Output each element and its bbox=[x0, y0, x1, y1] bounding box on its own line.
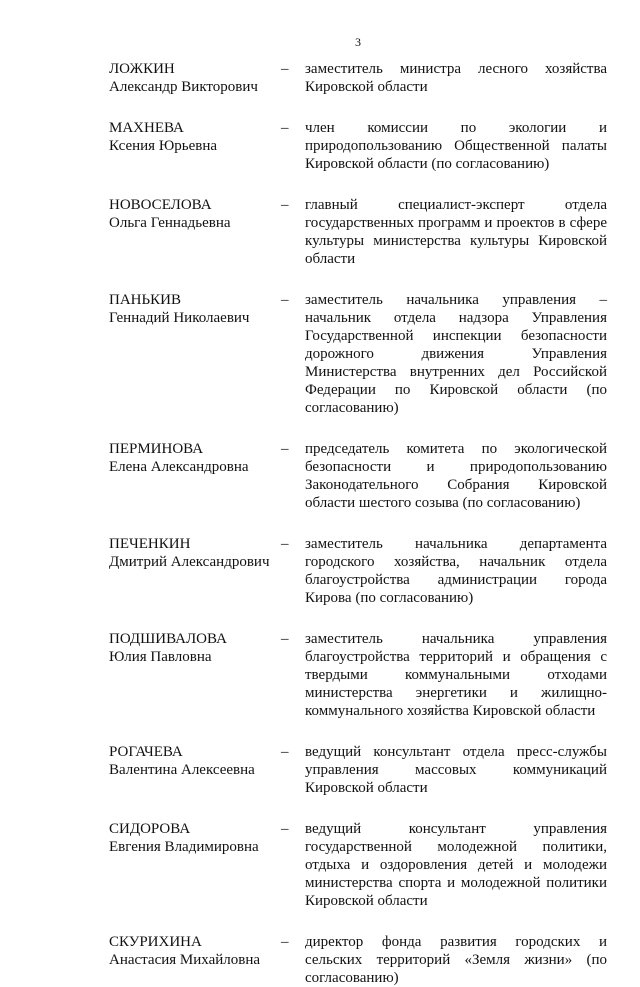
role-description: директор фонда развития городских и сельских территорий «Земля жизни» (по согласованию) bbox=[305, 934, 607, 986]
person-name bbox=[109, 60, 281, 96]
surname: ЛОЖКИН bbox=[109, 61, 175, 77]
person-name bbox=[109, 196, 281, 232]
list-item bbox=[109, 933, 609, 987]
person-name bbox=[109, 743, 281, 779]
person-name bbox=[109, 291, 281, 327]
page-number: 3 bbox=[355, 35, 361, 49]
given-names: Александр Викторович bbox=[109, 79, 258, 95]
dash: – bbox=[281, 631, 289, 647]
surname: ПАНЬКИВ bbox=[109, 292, 181, 308]
given-names: Юлия Павловна bbox=[109, 649, 212, 665]
person-name bbox=[109, 119, 281, 155]
role-description: заместитель министра лесного хозяйства Кировской области bbox=[305, 61, 607, 95]
role-description: член комиссии по экологии и природопользованию Общественной палаты Кировской области (по согласованию) bbox=[305, 120, 607, 172]
surname: НОВОСЕЛОВА bbox=[109, 197, 212, 213]
dash: – bbox=[281, 744, 289, 760]
dash: – bbox=[281, 934, 289, 950]
list-item bbox=[109, 820, 609, 910]
dash: – bbox=[281, 441, 289, 457]
dash: – bbox=[281, 197, 289, 213]
surname: МАХНЕВА bbox=[109, 120, 184, 136]
person-name bbox=[109, 440, 281, 476]
person-name bbox=[109, 820, 281, 856]
given-names: Ксения Юрьевна bbox=[109, 138, 218, 154]
person-name bbox=[109, 535, 281, 571]
surname: ПОДШИВАЛОВА bbox=[109, 631, 227, 647]
dash: – bbox=[281, 821, 289, 837]
list-item bbox=[109, 60, 609, 96]
role-description: председатель комитета по экологической безопасности и природопользованию Законодательного Собрания Кировской области шестого созыва (по согласованию) bbox=[305, 441, 607, 511]
dash: – bbox=[281, 536, 289, 552]
list-item bbox=[109, 440, 609, 512]
surname: СИДОРОВА bbox=[109, 821, 191, 837]
dash: – bbox=[281, 120, 289, 136]
person-name bbox=[109, 933, 281, 969]
given-names: Ольга Геннадьевна bbox=[109, 215, 231, 231]
given-names: Геннадий Николаевич bbox=[109, 310, 250, 326]
given-names: Анастасия Михайловна bbox=[109, 952, 261, 968]
role-description: главный специалист-эксперт отдела государственных программ и проектов в сфере культуры министерства культуры Кировской области bbox=[305, 197, 607, 267]
role-description: заместитель начальника управления благоустройства территорий и обращения с твердыми коммунальными отходами министерства энергетики и жилищно-коммунального хозяйства Кировской области bbox=[305, 631, 607, 719]
list-item bbox=[109, 630, 609, 720]
list-item bbox=[109, 743, 609, 797]
list-item bbox=[109, 119, 609, 173]
role-description: ведущий консультант управления государственной молодежной политики, отдыха и оздоровления детей и молодежи министерства спорта и молодежной политики Кировской области bbox=[305, 821, 607, 909]
surname: ПЕРМИНОВА bbox=[109, 441, 204, 457]
role-description: заместитель начальника управления – начальник отдела надзора Управления Государственной инспекции безопасности дорожного движения Управления Министерства внутренних дел Российской Федерации по Кировской области (по согласованию) bbox=[305, 292, 607, 416]
surname: ПЕЧЕНКИН bbox=[109, 536, 191, 552]
list-item bbox=[109, 196, 609, 268]
given-names: Валентина Алексеевна bbox=[109, 762, 255, 778]
person-name bbox=[109, 630, 281, 666]
dash: – bbox=[281, 292, 289, 308]
given-names: Дмитрий Александрович bbox=[109, 554, 270, 570]
role-description: ведущий консультант отдела пресс-службы управления массовых коммуникаций Кировской области bbox=[305, 744, 607, 796]
list-item bbox=[109, 535, 609, 607]
list-item bbox=[109, 291, 609, 417]
role-description: заместитель начальника департамента городского хозяйства, начальник отдела благоустройства администрации города Кирова (по согласованию) bbox=[305, 536, 607, 606]
dash: – bbox=[281, 61, 289, 77]
surname: СКУРИХИНА bbox=[109, 934, 202, 950]
given-names: Евгения Владимировна bbox=[109, 839, 259, 855]
surname: РОГАЧЕВА bbox=[109, 744, 183, 760]
given-names: Елена Александровна bbox=[109, 459, 249, 475]
member-list bbox=[109, 60, 609, 987]
